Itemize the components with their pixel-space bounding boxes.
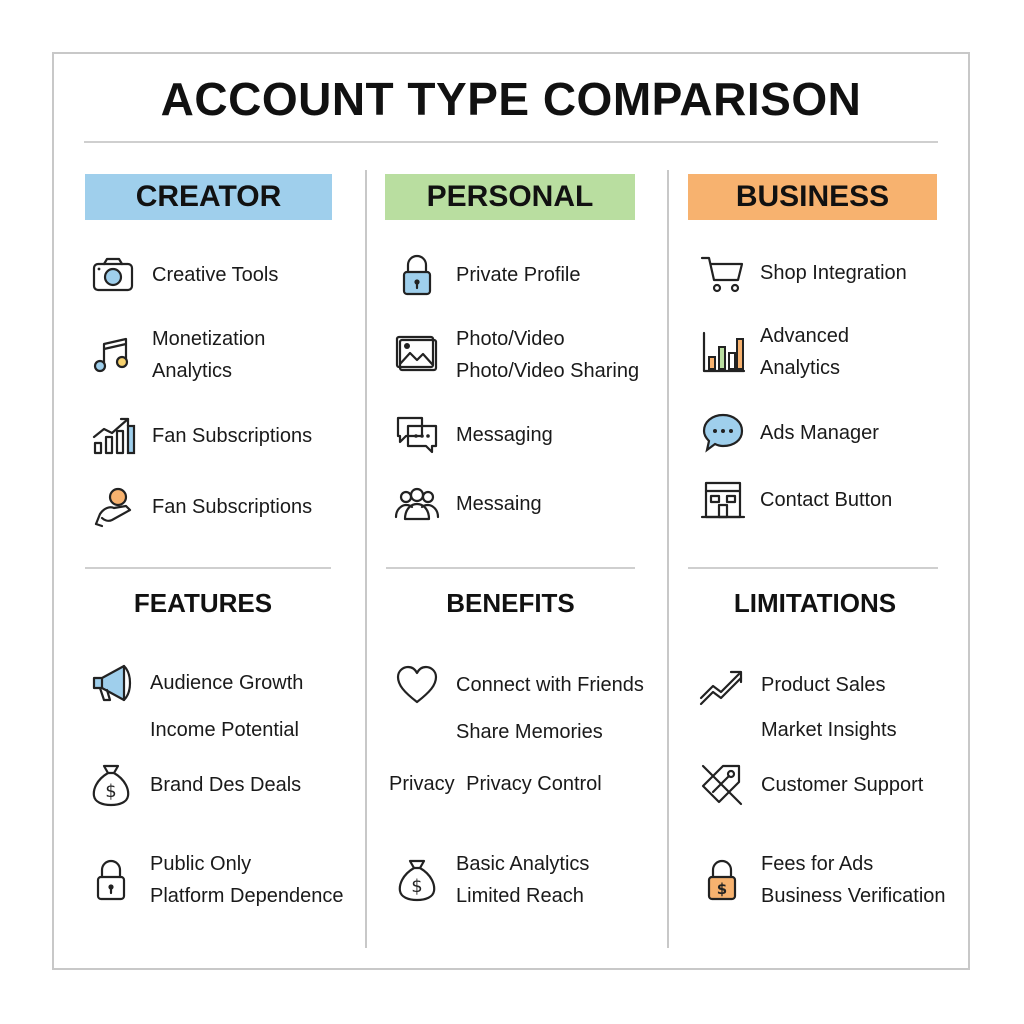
item-label: Messaging [456,424,553,446]
section-divider-2 [386,567,635,569]
handshake-icon [88,482,138,532]
benefits-row-privacy [389,768,602,800]
item-label: Private Profile [456,264,581,286]
features-row-income-potential: Income Potential [150,719,299,741]
item-label: Shop Integration [760,262,907,284]
item-label: Creative Tools [152,264,279,286]
heart-icon [392,660,442,710]
storefront-icon [698,475,748,525]
bar-chart-icon [698,327,748,377]
item-label-line-2: Photo/Video Sharing [456,360,640,382]
svg-text:$: $ [716,880,728,898]
item-label-line-1: Photo/Video [456,328,565,350]
item-label-line-2: Analytics [152,360,233,382]
features-row-audience-growth [86,658,303,708]
features-heading: FEATURES [133,588,273,618]
row-label-line-1: Fees for Ads [761,853,874,875]
item-label-line-1: Monetization [152,328,266,350]
money-bag-icon [86,760,136,810]
column-divider-1 [365,170,367,948]
business-item-advanced-analytics [698,320,849,384]
svg-text:$: $ [105,781,117,802]
features-row-brand-deals [86,760,301,810]
personal-heading: PERSONAL [385,174,635,220]
personal-item-messaing [392,479,542,529]
row-label: Connect with Friends [456,674,644,696]
row-label: Product Sales [761,674,886,696]
limitations-row-fees-for-ads [697,848,946,912]
benefits-row-share-memories: Share Memories [456,721,603,743]
limitations-row-customer-support [697,760,923,810]
benefits-row-basic-analytics [392,848,589,912]
personal-item-photo-video [392,323,639,387]
row-label: Privacy Control [466,773,602,795]
limitations-heading: LIMITATIONS [733,588,897,618]
item-label: Messaing [456,493,542,515]
creator-heading: CREATOR [85,174,332,220]
features-row-public-only [86,848,343,912]
personal-item-messaging [392,410,553,460]
limitations-row-market-insights: Market Insights [761,719,897,741]
business-item-shop-integration [698,248,907,298]
people-icon [392,479,442,529]
section-divider-1 [85,567,331,569]
cart-icon [698,248,748,298]
trend-up-icon [697,660,747,710]
business-item-contact-button [698,475,892,525]
row-label-line-2: Business Verification [761,885,946,907]
svg-text:$: $ [411,876,423,897]
growth-chart-icon [88,411,138,461]
business-item-ads-manager [698,408,879,458]
title-divider [84,141,938,143]
megaphone-icon [86,658,136,708]
column-divider-2 [667,170,669,948]
item-label-line-2: Analytics [760,357,841,379]
creator-item-fan-subscriptions [88,411,312,461]
row-label: Customer Support [761,774,924,796]
page-title: ACCOUNT TYPE COMPARISON [160,73,862,125]
item-label: Ads Manager [760,422,879,444]
lock-icon [392,250,442,300]
creator-item-monetization [88,323,265,387]
business-heading: BUSINESS [688,174,937,220]
row-prefix: Privacy [389,773,455,795]
chat-bubbles-icon [392,410,442,460]
section-divider-3 [688,567,938,569]
item-label: Fan Subscriptions [152,496,313,518]
image-icon [392,330,442,380]
item-label-line-1: Advanced [760,325,849,347]
row-label: Brand Des Deals [150,774,302,796]
lock-orange-icon [697,855,747,905]
music-note-icon [88,330,138,380]
camera-icon [88,250,138,300]
benefits-row-connect [392,660,644,710]
speech-bubble-icon [698,408,748,458]
row-label: Audience Growth [150,672,304,694]
row-label-line-1: Public Only [150,853,252,875]
benefits-heading: BENEFITS [446,588,575,618]
personal-item-private-profile [392,250,581,300]
money-bag-icon [392,855,442,905]
creator-item-creative-tools [88,250,278,300]
item-label: Contact Button [760,489,893,511]
row-label-line-1: Basic Analytics [456,853,590,875]
limitations-row-product-sales [697,660,886,710]
creator-item-fan-subscriptions-2 [88,482,312,532]
row-label-line-2: Limited Reach [456,885,584,907]
item-label: Fan Subscriptions [152,425,313,447]
row-label-line-2: Platform Dependence [150,885,344,907]
lock-icon [86,855,136,905]
tag-crossed-icon [697,760,747,810]
